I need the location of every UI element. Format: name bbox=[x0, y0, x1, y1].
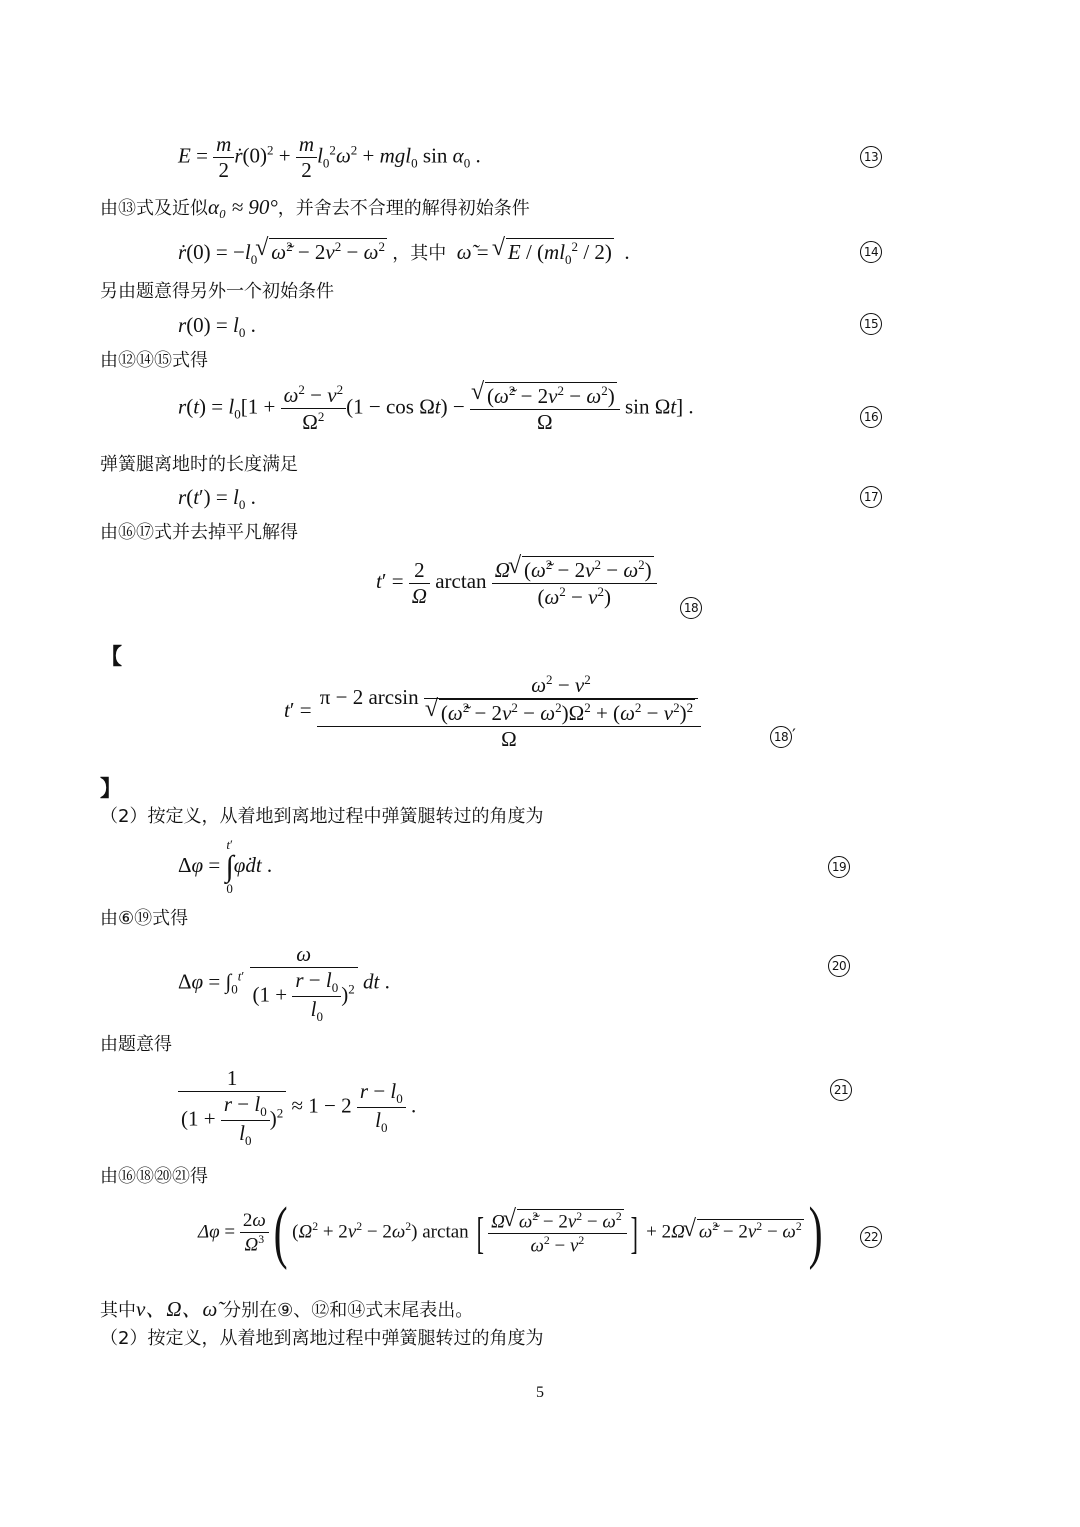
equation-number-20: 20 bbox=[828, 955, 850, 977]
equation-number-22: 22 bbox=[860, 1226, 882, 1248]
equation-17: $r(t') = l_0$ . bbox=[178, 485, 256, 513]
text-line: 由⑯⑰式并去掉平凡解得 bbox=[100, 522, 298, 543]
equation-18-prime: t′ = π − 2 arcsin $\omega^2 - \nu^2$ √ (ω̃$^2$ − $2\nu^2 - \omega^2)\Omega^2 + (\omega^2 - \nu^2)^2$ Ω bbox=[284, 672, 701, 752]
equation-19: Δφ = t′ ∫ 0φ̇dt . bbox=[178, 837, 273, 896]
text-line: 由⑥⑲式得 bbox=[100, 908, 189, 929]
open-bracket: 【 bbox=[100, 645, 123, 670]
equation-14: ṙ(0) = $-l_0√$ ω̃$^2$ − $2\nu^2 - \omega^2$ ，其中 ω̃ = √ E / $(ml_0^2 / 2)$ . bbox=[178, 238, 630, 268]
equation-number-19: 19 bbox=[828, 856, 850, 878]
equation-16: $r(t) = l_0[1$ + $\frac{\omega^2 - \nu^2}{\Omega^2}$ (1 − cos Ωt) − √ $\frac{(\omegã^2 - 2\nu^2 - \omega^2)}{\Omega}$ sin Ωt] . bbox=[178, 382, 694, 435]
page-number: 5 bbox=[536, 1384, 544, 1401]
equation-21: 1 (1 + $\frac{r - l_0}{l_0}$ )$^2$ ≈ 1 − 2 $\frac{r - l_0}{l_0}$ . bbox=[178, 1066, 416, 1149]
equation-13: E = $\frac{m}{2}$ $ṙ(0)^2$ + $\frac{m}{2}$ $l_0^2\omega^2 + mgl_0$ $\sin \alpha_0$ . bbox=[178, 132, 481, 182]
text-line: 由⑬式及近似α₀ ≈ 90°，并舍去不合理的解得初始条件 bbox=[100, 195, 530, 219]
equation-number-17: 17 bbox=[860, 486, 882, 508]
text-line: 其中ν、Ω、ω̃ 分别在⑨、⑫和⑭式末尾表出。 bbox=[100, 1297, 474, 1321]
equation-number-13: 13 bbox=[860, 146, 882, 168]
text-line: （2）按定义，从着地到离地过程中弹簧腿转过的角度为 bbox=[100, 806, 544, 827]
equation-number-15: 15 bbox=[860, 313, 882, 335]
equation-number-18-prime: 18 ′ bbox=[770, 726, 796, 748]
close-bracket: 】 bbox=[100, 777, 123, 802]
equation-number-16: 16 bbox=[860, 406, 882, 428]
equation-number-21: 21 bbox=[830, 1079, 852, 1101]
equation-15: $r(0) = l_0$ . bbox=[178, 313, 256, 341]
equation-number-18: 18 bbox=[680, 597, 702, 619]
text-line: （2）按定义，从着地到离地过程中弹簧腿转过的角度为 bbox=[100, 1328, 544, 1349]
equation-20: $\Delta\varphi = \int_0^{t'}$ ω (1 + $\frac{r - l_0}{l_0}$ )$^2$ dt . bbox=[178, 942, 390, 1025]
text-line: 由题意得 bbox=[100, 1034, 172, 1055]
equation-number-14: 14 bbox=[860, 241, 882, 263]
equation-22: Δφ = $\frac{2\omega}{\Omega^3}$ ( $(\Omega^2 + 2\nu^2 - 2\omega^2)$ arctan [ $\frac{\Omega√ \omegã^2 - 2\nu^2 - \omega^2}{\omega^2 - \nu^2}$ ] + 2Ω√ ω̃$^2$ − $2\nu^2 - \omega^2$) bbox=[198, 1198, 827, 1268]
text-line: 弹簧腿离地时的长度满足 bbox=[100, 454, 298, 475]
text-line: 由⑯⑱⑳㉑得 bbox=[100, 1166, 208, 1187]
equation-18: t′ = $\frac{2}{\Omega}$ arctan $\frac{\Omega√ (\omegã^2 - 2\nu^2 - \omega^2)}{(\omega^2 - \nu^2)}$ bbox=[376, 556, 657, 610]
text-line: 另由题意得另外一个初始条件 bbox=[100, 281, 334, 302]
text-line: 由⑫⑭⑮式得 bbox=[100, 350, 208, 371]
